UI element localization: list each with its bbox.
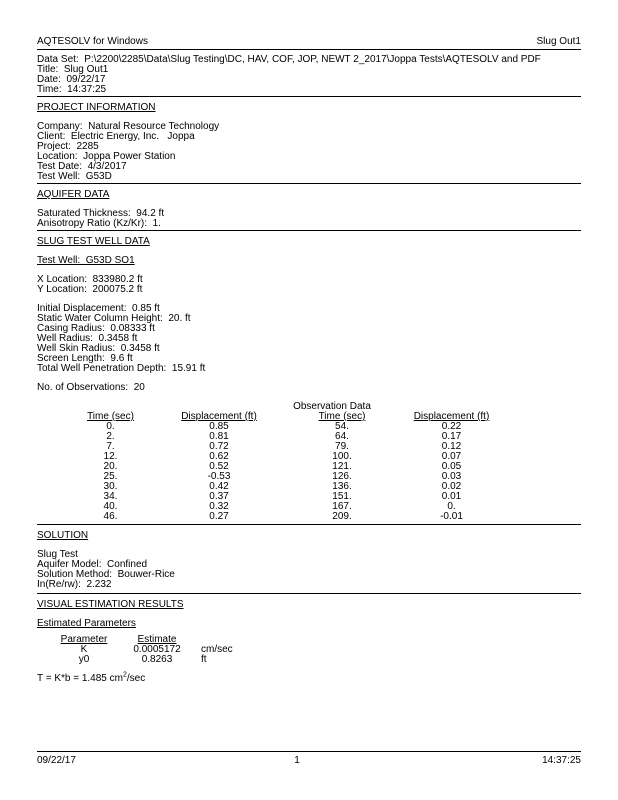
- app-name: AQTESOLV for Windows: [37, 36, 148, 47]
- table-row: [69, 442, 505, 452]
- table-cell: 34.: [103, 491, 118, 502]
- subsection-heading: Estimated Parameters: [37, 618, 136, 629]
- report-header: [37, 37, 581, 47]
- section-heading: SOLUTION: [37, 530, 89, 541]
- divider: [37, 230, 581, 231]
- column-header: Estimate: [137, 634, 177, 645]
- file-name: Slug Out1: [536, 36, 581, 47]
- table-row: [69, 472, 505, 482]
- column-header: Displacement (ft): [181, 411, 257, 422]
- table-cell: 46.: [103, 511, 118, 522]
- table-row: [69, 422, 505, 432]
- project-info: [37, 122, 581, 182]
- table-cell: 0.52: [209, 461, 229, 472]
- info-line: Saturated Thickness: 94.2 ft: [37, 208, 165, 219]
- table-cell: 100.: [332, 451, 352, 462]
- report-page: [37, 37, 581, 684]
- table-cell: 0.85: [209, 421, 229, 432]
- table-cell: 0.07: [441, 451, 462, 462]
- table-row: [69, 432, 505, 442]
- table-cell: 0.: [447, 501, 456, 512]
- column-header: Displacement (ft): [413, 411, 490, 422]
- table-cell: 0.17: [441, 431, 462, 442]
- info-line: Client: Electric Energy, Inc. Joppa: [37, 131, 195, 142]
- superscript: 2: [122, 671, 127, 679]
- info-line: Aquifer Model: Confined: [37, 559, 148, 570]
- param-name: K: [80, 644, 88, 655]
- info-line: Total Well Penetration Depth: 15.91 ft: [37, 363, 206, 374]
- table-cell: 30.: [103, 481, 118, 492]
- divider: [37, 593, 581, 594]
- table-cell: 12.: [103, 451, 118, 462]
- table-cell: 0.37: [209, 491, 229, 502]
- table-cell: 126.: [332, 471, 352, 482]
- table-cell: 0.: [106, 421, 115, 432]
- table-cell: 40.: [103, 501, 118, 512]
- info-line: Initial Displacement: 0.85 ft: [37, 303, 160, 314]
- info-line: Slug Test: [37, 549, 78, 560]
- table-cell: 0.81: [209, 431, 229, 442]
- divider: [37, 524, 581, 525]
- data-set-line: Data Set: P:\2200\2285\Data\Slug Testing\DC, HAV, COF, JOP, NEWT 2_2017\Joppa Tests\AQTESOLV and PDF: [37, 54, 541, 65]
- param-name: y0: [78, 654, 90, 665]
- table-row: [69, 482, 505, 492]
- table-cell: 20.: [103, 461, 118, 472]
- param-unit: cm/sec: [201, 644, 233, 655]
- table-title: Observation Data: [293, 401, 371, 412]
- table-cell: 0.72: [209, 441, 229, 452]
- info-line: In(Re/rw): 2.232: [37, 579, 112, 590]
- table-row: [69, 512, 505, 522]
- info-line: No. of Observations: 20: [37, 382, 145, 393]
- info-line: Location: Joppa Power Station: [37, 151, 176, 162]
- table-cell: 0.01: [441, 491, 462, 502]
- estimates-table: [55, 635, 261, 665]
- table-cell: 0.03: [441, 471, 462, 482]
- table-cell: 0.32: [209, 501, 229, 512]
- table-row: [55, 655, 261, 665]
- info-line: Casing Radius: 0.08333 ft: [37, 323, 155, 334]
- test-well-name: Test Well: G53D SO1: [37, 255, 135, 266]
- table-cell: 209.: [332, 511, 352, 522]
- table-cell: 0.27: [209, 511, 229, 522]
- param-value: 0.0005172: [133, 644, 181, 655]
- table-cell: 79.: [335, 441, 349, 452]
- info-line: X Location: 833980.2 ft: [37, 274, 143, 285]
- date-line: Date: 09/22/17: [37, 74, 106, 85]
- table-cell: 25.: [103, 471, 118, 482]
- column-header: Parameter: [60, 634, 108, 645]
- report-footer: [37, 751, 581, 766]
- divider: [37, 96, 581, 97]
- column-header: Time (sec): [318, 411, 366, 422]
- table-header-row: [69, 412, 505, 422]
- info-line: Project: 2285: [37, 141, 99, 152]
- info-line: Test Well: G53D: [37, 171, 112, 182]
- info-line: Well Skin Radius: 0.3458 ft: [37, 343, 160, 354]
- transmissivity-unit: /sec: [126, 673, 146, 684]
- table-cell: 0.42: [209, 481, 229, 492]
- param-unit: ft: [201, 654, 207, 665]
- info-line: Screen Length: 9.6 ft: [37, 353, 133, 364]
- table-cell: 7.: [106, 441, 115, 452]
- info-line: Solution Method: Bouwer-Rice: [37, 569, 175, 580]
- divider: [37, 751, 581, 752]
- divider: [37, 183, 581, 184]
- param-value: 0.8263: [141, 654, 173, 665]
- transmissivity-line: [37, 671, 581, 684]
- table-cell: 0.22: [441, 421, 462, 432]
- table-cell: 151.: [332, 491, 352, 502]
- column-header: Time (sec): [87, 411, 134, 422]
- observation-table: [69, 412, 505, 522]
- table-cell: 136.: [332, 481, 352, 492]
- table-row: [69, 492, 505, 502]
- table-cell: 121.: [332, 461, 352, 472]
- time-line: Time: 14:37:25: [37, 84, 107, 95]
- table-cell: 54.: [335, 421, 349, 432]
- transmissivity-text: T = K*b = 1.485 cm: [37, 673, 123, 684]
- page-number: 1: [294, 755, 300, 766]
- section-heading: VISUAL ESTIMATION RESULTS: [37, 599, 184, 610]
- table-cell: 64.: [335, 431, 349, 442]
- table-row: [69, 452, 505, 462]
- table-cell: 0.05: [441, 461, 462, 472]
- table-cell: 167.: [332, 501, 352, 512]
- info-line: Anisotropy Ratio (Kz/Kr): 1.: [37, 218, 161, 229]
- info-line: Y Location: 200075.2 ft: [37, 284, 143, 295]
- table-cell: -0.53: [207, 471, 231, 482]
- footer-time: 14:37:25: [542, 755, 581, 766]
- table-cell: 0.62: [209, 451, 229, 462]
- info-line: Well Radius: 0.3458 ft: [37, 333, 138, 344]
- section-heading: SLUG TEST WELL DATA: [37, 236, 150, 247]
- title-line: Title: Slug Out1: [37, 64, 109, 75]
- section-heading: AQUIFER DATA: [37, 189, 110, 200]
- table-row: [69, 462, 505, 472]
- footer-date: 09/22/17: [37, 755, 76, 766]
- info-line: Static Water Column Height: 20. ft: [37, 313, 191, 324]
- table-cell: 2.: [106, 431, 115, 442]
- info-line: Test Date: 4/3/2017: [37, 161, 127, 172]
- table-cell: -0.01: [440, 511, 463, 522]
- section-heading: PROJECT INFORMATION: [37, 102, 156, 113]
- info-line: Company: Natural Resource Technology: [37, 121, 220, 132]
- table-cell: 0.12: [441, 441, 462, 452]
- table-cell: 0.02: [441, 481, 462, 492]
